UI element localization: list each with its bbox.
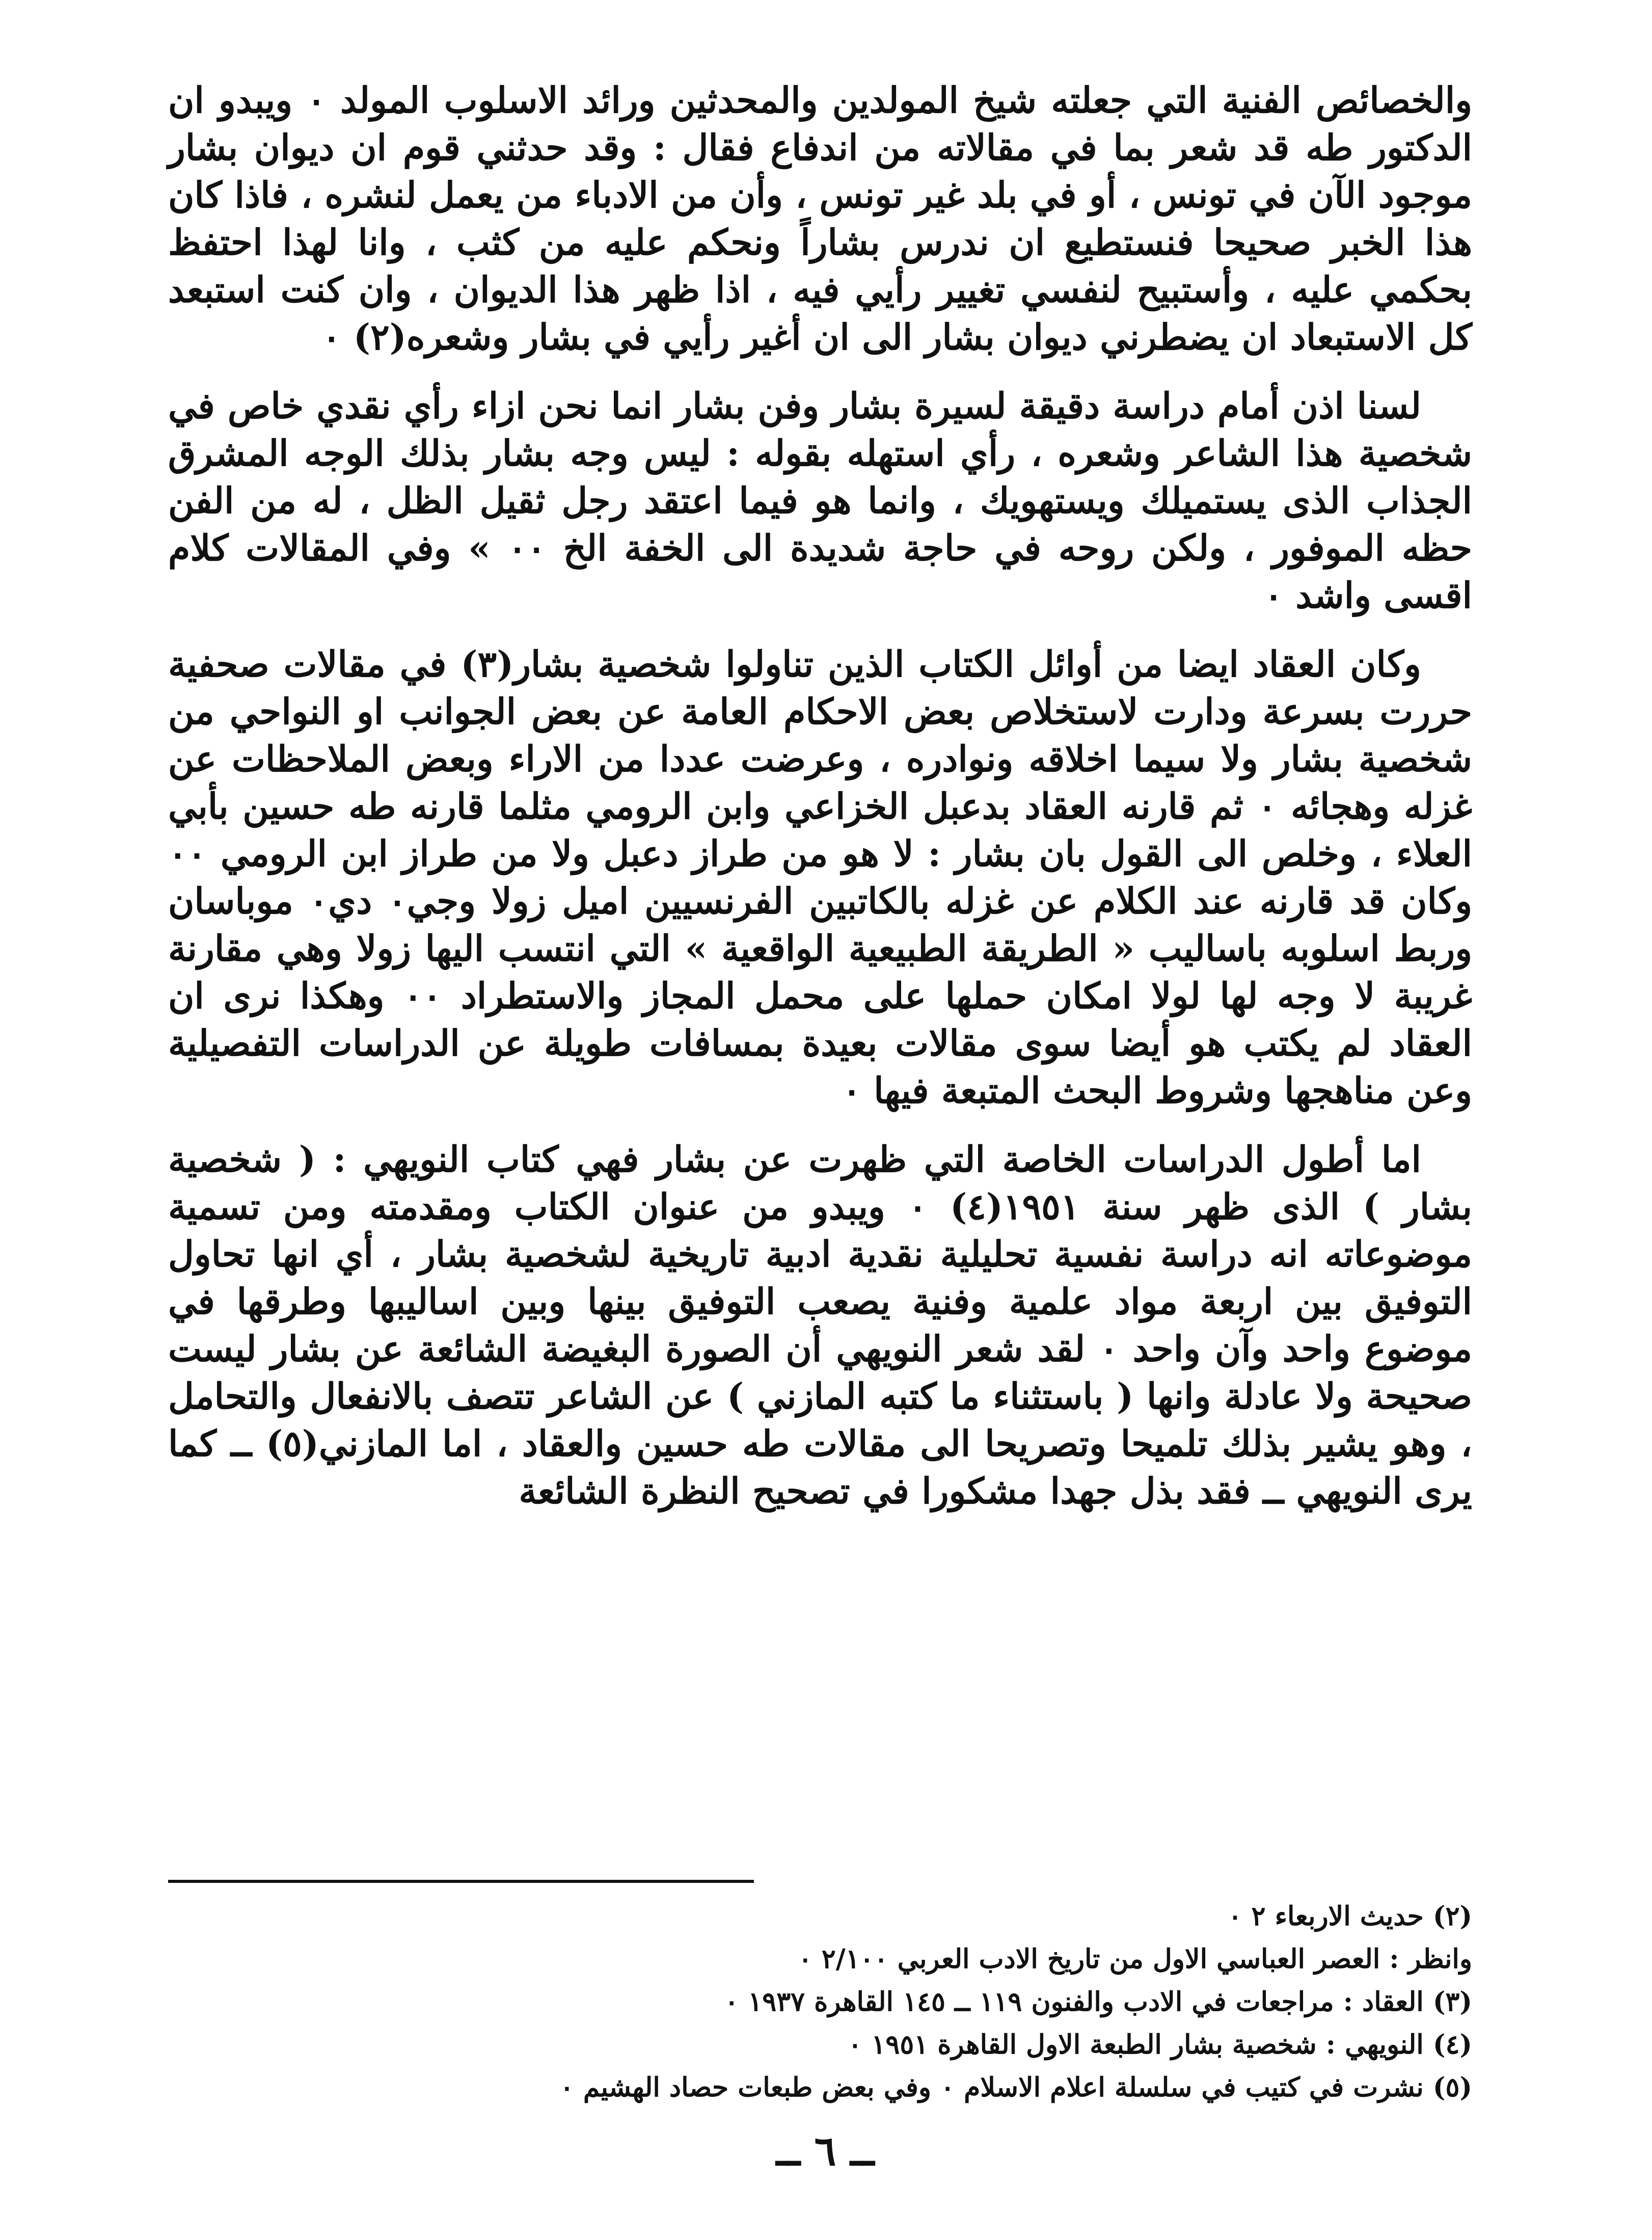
paragraph-3: وكان العقاد ايضا من أوائل الكتاب الذين تناولوا شخصية بشار(٣) في مقالات صحفية حررت بسرعة ودارت لاستخلاص بعض الاحكام العامة عن بعض الجوانب او النواحي من شخصية بشار ولا سيما اخلاقه ونوادره ، وعرضت عددا من الاراء وبعض الملاحظات عن غزله وهجائه ٠ ثم قارنه العقاد بدعبل الخزاعي وابن الرومي مثلما قارنه طه حسين بأبي العلاء ، وخلص الى القول بان بشار : لا هو من طراز دعبل ولا من طراز ابن الرومي ٠٠ وكان قد قارنه عند الكلام عن غزله بالكاتبين الفرنسيين اميل زولا وجي٠ دي٠ موباسان وربط اسلوبه باساليب « الطريقة الطبيعية الواقعية » التي انتسب اليها زولا وهي مقارنة غريبة لا وجه لها لولا امكان حملها على محمل المجاز والاستطراد ٠٠ وهكذا نرى ان العقاد لم يكتب هو أيضا سوى مقالات بعيدة بمسافات طويلة عن الدراسات التفصيلية وعن مناهجها وشروط البحث المتبعة فيها ٠ <box>168 643 1472 1112</box>
paragraph-4: اما أطول الدراسات الخاصة التي ظهرت عن بشار فهي كتاب النويهي : ( شخصية بشار ) الذى ظهر سنة ١٩٥١(٤) ٠ ويبدو من عنوان الكتاب ومقدمته ومن تسمية موضوعاته انه دراسة نفسية تحليلية نقدية ادبية تاريخية لشخصية بشار ، أي انها تحاول التوفيق بين اربعة مواد علمية وفنية يصعب التوفيق بينها وبين اساليبها وطرقها في موضوع واحد وآن واحد ٠ لقد شعر النويهي أن الصورة البغيضة الشائعة عن بشار ليست صحيحة ولا عادلة وانها ( باستثناء ما كتبه المازني ) عن الشاعر تتصف بالانفعال والتحامل ، وهو يشير بذلك تلميحا وتصريحا الى مقالات طه حسين والعقاد ، اما المازني(٥) ــ كما يرى النويهي ــ فقد بذل جهدا مشكورا في تصحيح النظرة الشائعة <box>168 1138 1472 1512</box>
footnote-3: (٣) العقاد : مراجعات في الادب والفنون ١١٩ ــ ١٤٥ القاهرة ١٩٣٧ ٠ <box>724 1986 1472 2017</box>
footnote-2-continued: وانظر : العصر العباسي الاول من تاريخ الادب العربي ٢/١٠٠ ٠ <box>798 1944 1472 1975</box>
paragraph-1: والخصائص الفنية التي جعلته شيخ المولدين والمحدثين ورائد الاسلوب المولد ٠ ويبدو ان الدكتور طه قد شعر بما في مقالاته من اندفاع فقال : وقد حدثني قوم ان ديوان بشار موجود الآن في تونس ، أو في بلد غير تونس ، وأن من الادباء من يعمل لنشره ، فاذا كان هذا الخبر صحيحا فنستطيع ان ندرس بشاراً ونحكم عليه من كثب ، وانا لهذا احتفظ بحكمي عليه ، وأستبيح لنفسي تغيير رأيي فيه ، اذا ظهر هذا الديوان ، وان كنت استبعد كل الاستبعاد ان يضطرني ديوان بشار الى ان أغير رأيي في بشار وشعره(٢) ٠ <box>168 79 1473 358</box>
footnote-divider <box>168 1880 754 1883</box>
footnote-2: (٢) حديث الاربعاء ٢ ٠ <box>1228 1901 1472 1932</box>
footnotes <box>168 1895 1472 2109</box>
page-number: ــ ٦ ــ <box>776 2127 875 2175</box>
main-text <box>168 76 1472 1536</box>
paragraph-2: لسنا اذن أمام دراسة دقيقة لسيرة بشار وفن بشار انما نحن ازاء رأي نقدي خاص في شخصية هذا الشاعر وشعره ، رأي استهله بقوله : ليس وجه بشار بذلك الوجه المشرق الجذاب الذى يستميلك ويستهويك ، وانما هو فيما اعتقد رجل ثقيل الظل ، له من الفن حظه الموفور ، ولكن روحه في حاجة شديدة الى الخفة الخ ٠٠ » وفي المقالات كلام اقسى واشد ٠ <box>168 385 1472 616</box>
footnote-5: (٥) نشرت في كتيب في سلسلة اعلام الاسلام ٠ وفي بعض طبعات حصاد الهشيم ٠ <box>559 2072 1472 2103</box>
footnote-4: (٤) النويهي : شخصية بشار الطبعة الاول القاهرة ١٩٥١ ٠ <box>848 2029 1472 2060</box>
